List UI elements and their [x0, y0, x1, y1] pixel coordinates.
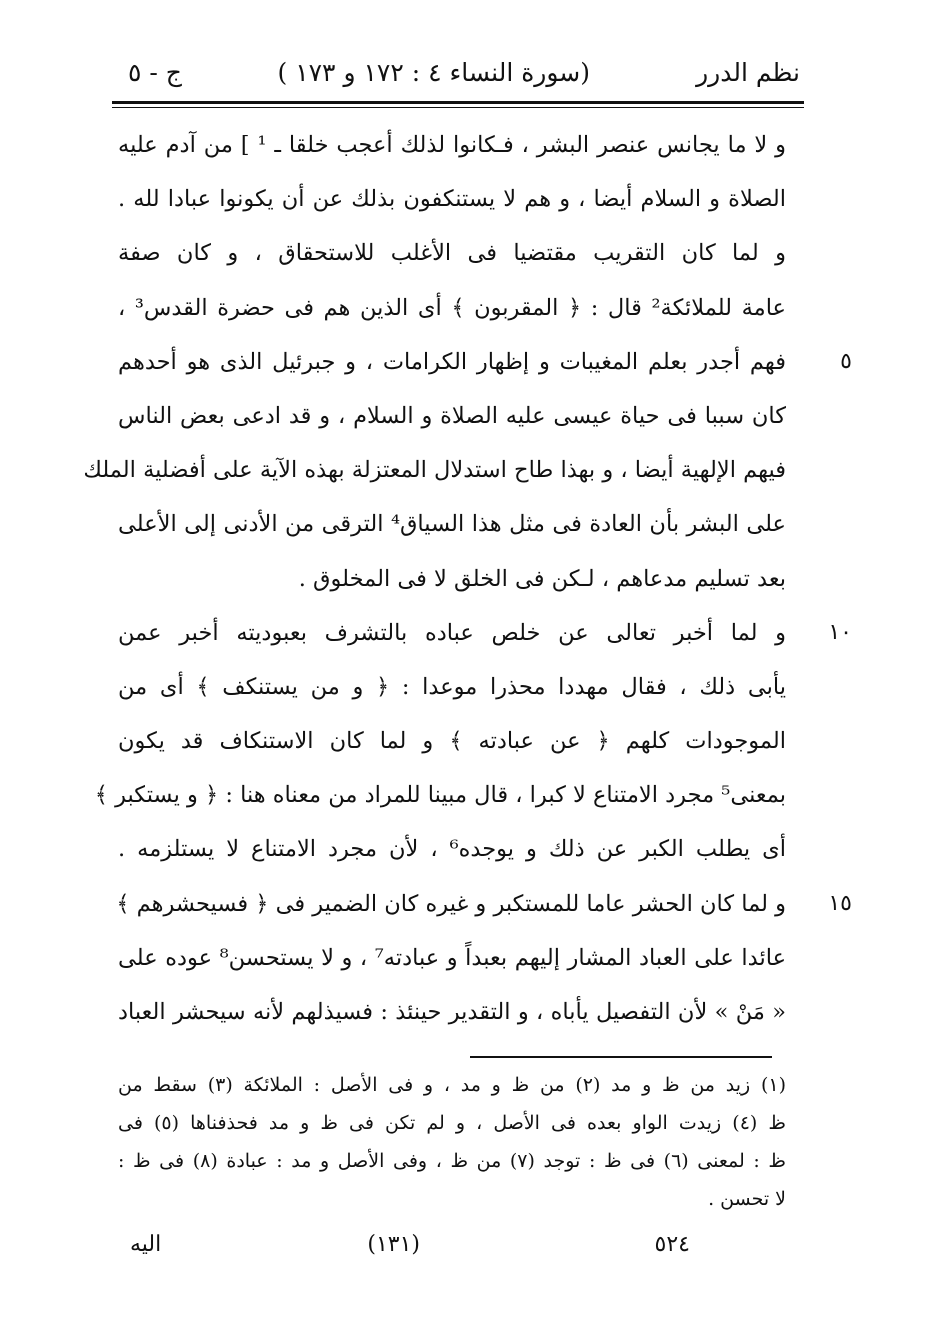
- main-text: [83, 118, 852, 1039]
- text-line: [118, 118, 786, 172]
- text-line: [118, 552, 786, 606]
- text-line-content: عائدا على العباد المشار إليهم بعبداً و عبادته⁷ ، و لا يستحسن⁸ عوده على: [118, 944, 786, 971]
- text-line: [118, 226, 786, 280]
- footnote-line: ظ (٤) زيدت الواو بعده فى الأصل ، و لم تكن فى ظ و مد فحذفناها (٥) فى: [118, 1112, 786, 1134]
- text-line-content: الموجودات كلهم ﴿ عن عبادته ﴾ و لما كان الاستنكاف قد يكون: [118, 728, 786, 755]
- text-line-content: يأبى ذلك ، فقال مهددا محذرا موعدا : ﴿ و من يستنكف ﴾ أى من: [118, 673, 786, 700]
- text-line: [118, 985, 786, 1039]
- page-footer: [130, 1232, 690, 1272]
- text-line: [118, 931, 786, 985]
- text-line-content: و لا ما يجانس عنصر البشر ، فـكانوا لذلك أعجب خلقا ـ ¹ ] من آدم عليه: [118, 132, 786, 158]
- line-number: ١٥: [828, 890, 852, 916]
- line-number: ١٠: [828, 619, 852, 645]
- text-line-content: كان سببا فى حياة عيسى عليه الصلاة و السلام ، و قد ادعى بعض الناس: [118, 402, 786, 429]
- text-line-content: « مَنْ » لأن التفصيل يأباه ، و التقدير حينئذ : فسيذلهم لأنه سيحشر العباد: [118, 999, 786, 1025]
- text-line: [118, 660, 786, 714]
- catchword: اليه: [130, 1232, 162, 1257]
- page-number: ٥٢٤: [654, 1232, 690, 1257]
- text-line-content: و لما أخبر تعالى عن خلص عباده بالتشرف بعبوديته أخبر عمن: [118, 619, 786, 646]
- text-line: [94, 768, 786, 822]
- text-line-content: بعد تسليم مدعاهم ، لـكن فى الخلق لا فى المخلوق .: [298, 565, 786, 592]
- text-line-content: فهم أجدر بعلم المغيبات و إظهار الكرامات ، و جبرئيل الذى هو أحدهم: [118, 348, 786, 375]
- header-rule: [112, 101, 804, 108]
- volume-number: ج - ٥: [128, 58, 182, 87]
- text-line: [118, 389, 786, 443]
- text-line-content: فيهم الإلهية أيضا ، و بهذا طاح استدلال المعتزلة بهذه الآية على أفضلية الملك: [83, 457, 786, 484]
- text-line: [118, 335, 852, 389]
- footnote-rule: [470, 1056, 772, 1058]
- text-line: [118, 172, 786, 226]
- text-line: [118, 714, 786, 768]
- text-line-content: الصلاة و السلام أيضا ، و هم لا يستنكفون بذلك عن أن يكونوا عبادا لله .: [118, 186, 786, 213]
- footnote-line: لا تحسن .: [708, 1188, 786, 1210]
- text-line-content: على البشر بأن العادة فى مثل هذا السياق⁴ الترقى من الأدنى إلى الأعلى: [118, 511, 786, 538]
- book-title: نظم الدرر: [696, 58, 800, 87]
- text-line-content: بمعنى⁵ مجرد الامتناع لا كبرا ، قال مبينا للمراد من معناه هنا : ﴿ و يستكبر ﴾: [94, 782, 786, 809]
- line-number: ٥: [840, 348, 852, 374]
- running-header: [120, 52, 800, 96]
- text-line: [118, 497, 786, 551]
- footnote-line: (١) زيد من ظ و مد (٢) من ظ و مد ، و فى الأصل : الملائكة (٣) سقط من: [118, 1074, 787, 1096]
- text-line-content: و لما كان الحشر عاما للمستكبر و غيره كان الضمير فى ﴿ فسيحشرهم ﴾: [116, 890, 786, 917]
- footnotes: [118, 1066, 786, 1218]
- text-line: [116, 877, 852, 931]
- text-line-content: عامة للملائكة² قال : ﴿ المقربون ﴾ أى الذين هم فى حضرة القدس³ ،: [118, 294, 786, 321]
- footnote-line: ظ : لمعنى (٦) فى ظ : توجد (٧) من ظ ، وفى الأصل و مد : عبادة (٨) فى ظ :: [118, 1150, 786, 1172]
- text-line-content: أى يطلب الكبر عن ذلك و يوجده⁶ ، لأن مجرد الامتناع لا يستلزمه .: [118, 836, 786, 863]
- text-line: [118, 822, 786, 876]
- text-line-content: و لما كان التقريب مقتضيا فى الأغلب للاستحقاق ، و كان صفة: [118, 240, 786, 267]
- text-line: [118, 281, 786, 335]
- text-line: [83, 443, 786, 497]
- sheet-number: (١٣١): [367, 1232, 420, 1257]
- surah-reference: (سورة النساء ٤ : ١٧٢ و ١٧٣ ): [277, 58, 590, 87]
- text-line: [118, 606, 852, 660]
